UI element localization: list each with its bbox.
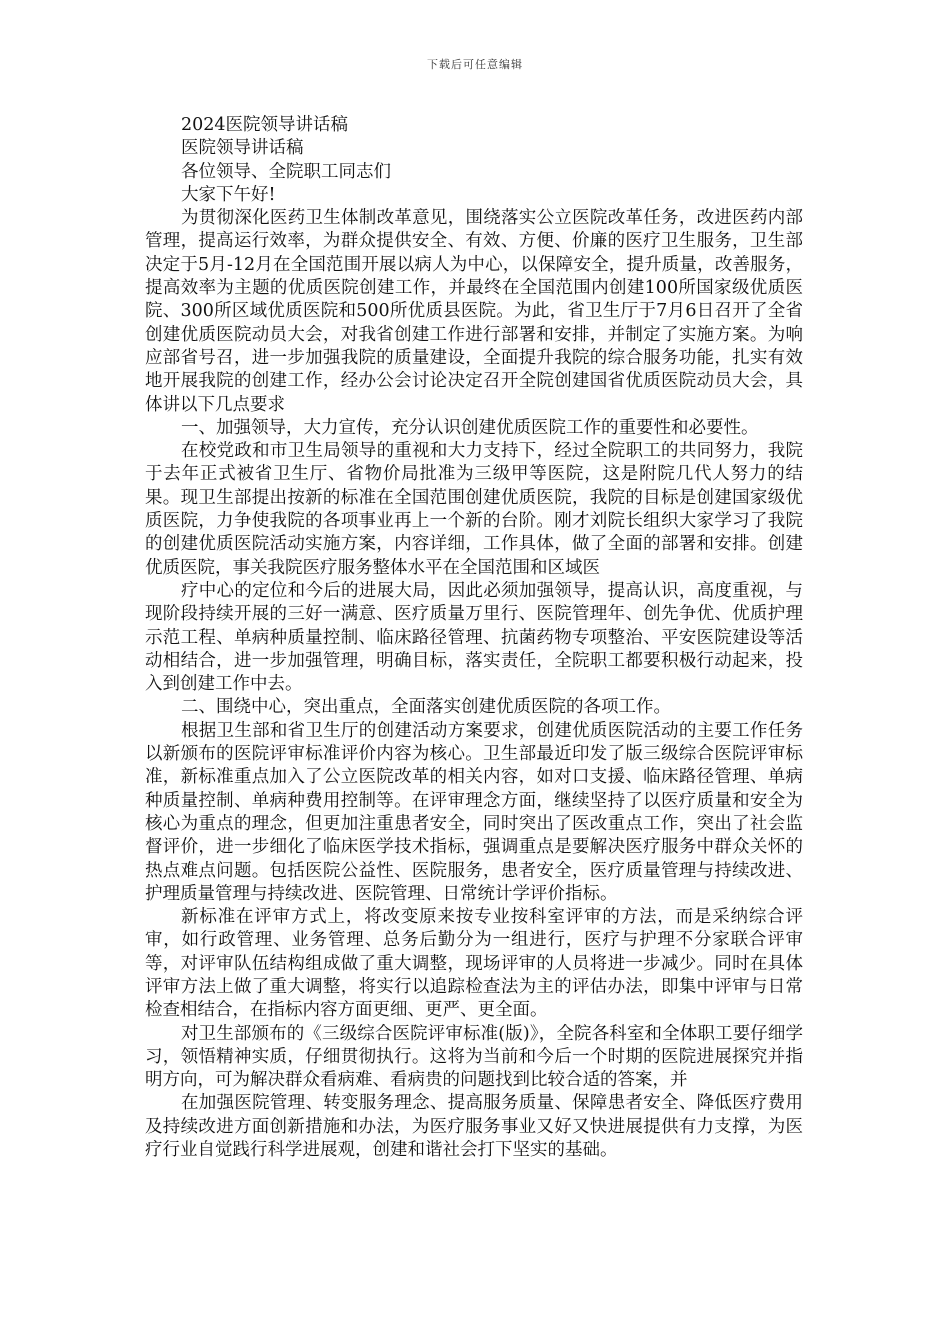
paragraph-section-2-d: 在加强医院管理、转变服务理念、提高服务质量、保障患者安全、降低医疗费用及持续改进方面创新措施和办法，为医疗服务事业又好又快进展提供有力支撑，为医疗行业自觉践行科学进展观，创建和谐社会打下坚实的基础。	[145, 1093, 803, 1161]
paragraph-intro: 为贯彻深化医药卫生体制改革意见，围绕落实公立医院改革任务，改进医药内部管理，提高运行效率，为群众提供安全、有效、方便、价廉的医疗卫生服务，卫生部决定于5月-12月在全国范围开展以病人为中心，以保障安全，提升质量，改善服务，提高效率为主题的优质医院创建工作，并最终在全国范围内创建100所国家级优质医院、300所区域优质医院和500所优质县医院。为此，省卫生厅于7月6日召开了全省创建优质医院动员大会，对我省创建工作进行部署和安排，并制定了实施方案。为响应部省号召，进一步加强我院的质量建设，全面提升我院的综合服务功能，扎实有效地开展我院的创建工作，经办公会讨论决定召开全院创建国省优质医院动员大会，具体讲以下几点要求	[145, 208, 803, 415]
paragraph-section-1-b: 疗中心的定位和今后的进展大局，因此必须加强领导，提高认识，高度重视，与现阶段持续开展的三好一满意、医疗质量万里行、医院管理年、创先争优、优质护理示范工程、单病种质量控制、临床路径管理、抗菌药物专项整治、平安医院建设等活动相结合，进一步加强管理，明确目标，落实责任，全院职工都要积极行动起来，投入到创建工作中去。	[145, 580, 803, 695]
paragraph-section-1-a: 在校党政和市卫生局领导的重视和大力支持下，经过全院职工的共同努力，我院于去年正式被省卫生厅、省物价局批准为三级甲等医院，这是附院几代人努力的结果。现卫生部提出按新的标准在全国范围创建优质医院，我院的目标是创建国家级优质医院，力争使我院的各项事业再上一个新的台阶。刚才刘院长组织大家学习了我院的创建优质医院活动实施方案，内容详细，工作具体，做了全面的部署和安排。创建优质医院，事关我院医疗服务整体水平在全国范围和区域医	[145, 441, 803, 578]
header-note: 下载后可任意编辑	[427, 58, 523, 71]
greeting: 大家下午好!	[181, 184, 276, 205]
salutation: 各位领导、全院职工同志们	[181, 161, 391, 182]
paragraph-section-2-b: 新标准在评审方式上，将改变原来按专业按科室评审的方法，而是采纳综合评审，如行政管理、业务管理、总务后勤分为一组进行，医疗与护理不分家联合评审等，对评审队伍结构组成做了重大调整，现场评审的人员将进一步减少。同时在具体评审方法上做了重大调整，将实行以追踪检查法为主的评估办法，即集中评审与日常检查相结合，在指标内容方面更细、更严、更全面。	[145, 907, 803, 1021]
paragraph-section-2-c: 对卫生部颁布的《三级综合医院评审标准(版)》，全院各科室和全体职工要仔细学习，领悟精神实质，仔细贯彻执行。这将为当前和今后一个时期的医院进展探究并指明方向，可为解决群众看病难、看病贵的问题找到比较合适的答案，并	[145, 1023, 803, 1091]
document-body	[145, 114, 803, 1162]
section-heading-1: 一、加强领导，大力宣传，充分认识创建优质医院工作的重要性和必要性。	[181, 417, 759, 438]
section-heading-2: 二、围绕中心，突出重点，全面落实创建优质医院的各项工作。	[181, 697, 671, 718]
document-subtitle: 医院领导讲话稿	[181, 138, 304, 159]
document-title: 2024医院领导讲话稿	[181, 115, 349, 135]
paragraph-section-2-a: 根据卫生部和省卫生厅的创建活动方案要求，创建优质医院活动的主要工作任务以新颁布的医院评审标准评价内容为核心。卫生部最近印发了版三级综合医院评审标准，新标准重点加入了公立医院改革的相关内容，如对口支援、临床路径管理、单病种质量控制、单病种费用控制等。在评审理念方面，继续坚持了以医疗质量和安全为核心为重点的理念，但更加注重患者安全，同时突出了医改重点工作，突出了社会监督评价，进一步细化了临床医学技术指标，强调重点是要解决医疗服务中群众关怀的热点难点问题。包括医院公益性、医院服务，患者安全，医疗质量管理与持续改进、护理质量管理与持续改进、医院管理、日常统计学评价指标。	[145, 720, 803, 904]
